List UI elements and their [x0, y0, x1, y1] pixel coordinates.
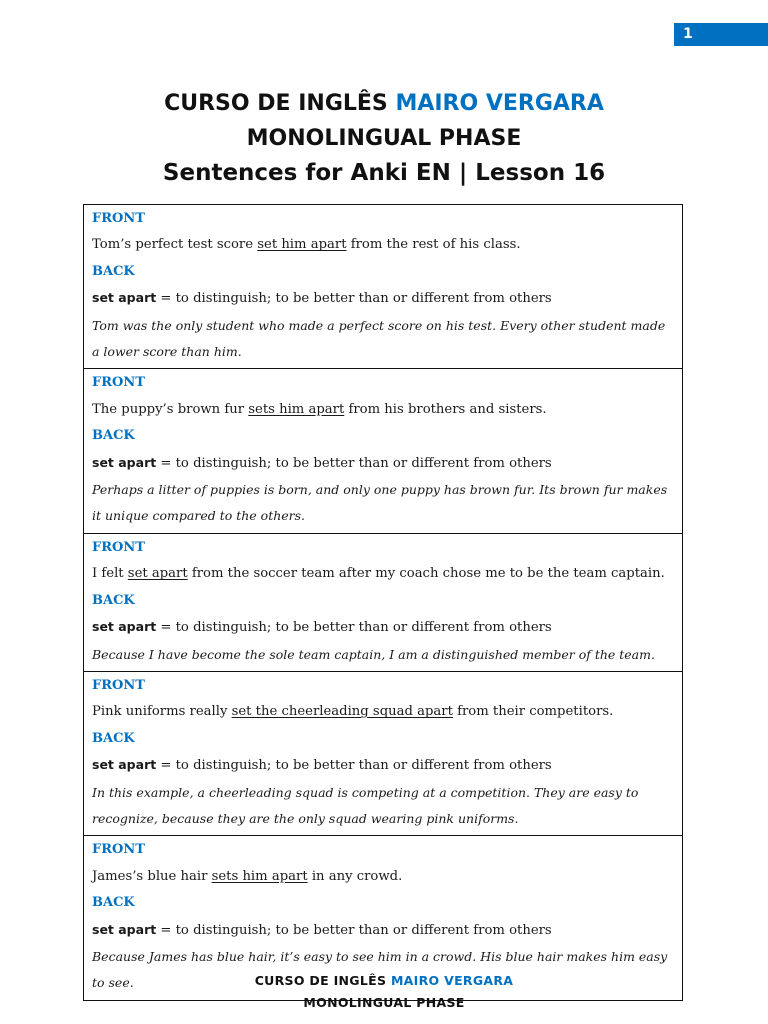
front-sentence	[92, 699, 674, 725]
back-label: BACK	[92, 592, 135, 608]
explanation: In this example, a cheerleading squad is competing at a competition. They are easy to recognize, because they are the only squad wearing pink uniforms.	[92, 784, 639, 826]
term: set apart	[92, 290, 157, 306]
definition-text: = to distinguish; to be better than or different from others	[156, 758, 552, 774]
front-text-before: James’s blue hair	[92, 868, 212, 884]
back-label: BACK	[92, 730, 135, 746]
flashcard	[84, 205, 682, 369]
front-text-after: from the soccer team after my coach chose me to be the team captain.	[187, 566, 665, 582]
target-phrase: sets him apart	[211, 868, 308, 884]
term: set apart	[92, 619, 157, 635]
phase-title: MONOLINGUAL PHASE	[246, 126, 522, 151]
front-text-before: Pink uniforms really	[92, 704, 232, 720]
lesson-title: Sentences for Anki EN | Lesson 16	[162, 160, 606, 186]
explanation: Perhaps a litter of puppies is born, and only one puppy has brown fur. Its brown fur makes it unique compared to the others.	[92, 482, 668, 524]
definition	[92, 450, 674, 477]
course-brand: MAIRO VERGARA	[395, 91, 604, 116]
front-text-after: from his brothers and sisters.	[344, 401, 547, 417]
term: set apart	[92, 757, 157, 773]
definition-text: = to distinguish; to be better than or different from others	[156, 455, 552, 471]
footer-phase: MONOLINGUAL PHASE	[303, 995, 465, 1010]
back-label: BACK	[92, 263, 135, 279]
front-sentence	[92, 561, 674, 587]
flashcard	[84, 672, 682, 836]
document-footer	[0, 970, 768, 1014]
front-text-before: The puppy’s brown fur	[92, 401, 249, 417]
front-sentence	[92, 397, 674, 423]
front-text-after: from the rest of his class.	[346, 237, 521, 253]
term: set apart	[92, 454, 157, 470]
target-phrase: sets him apart	[248, 401, 345, 417]
definition	[92, 752, 674, 779]
target-phrase: set the cheerleading squad apart	[231, 704, 453, 720]
document-header	[0, 86, 768, 191]
definition	[92, 614, 674, 641]
term: set apart	[92, 921, 157, 937]
back-label: BACK	[92, 895, 135, 911]
footer-course-title	[0, 970, 768, 992]
target-phrase: set apart	[127, 566, 188, 582]
front-text-after: from their competitors.	[452, 704, 614, 720]
explanation: Because James has blue hair, it’s easy to see him in a crowd. His blue hair makes him easy to see.	[92, 948, 668, 991]
front-text-after: in any crowd.	[307, 868, 403, 884]
course-title	[0, 86, 768, 121]
front-label: FRONT	[92, 539, 145, 555]
definition	[92, 285, 674, 312]
definition-text: = to distinguish; to be better than or different from others	[156, 620, 552, 636]
page-number-badge: 1	[674, 23, 768, 46]
explanation: Tom was the only student who made a perfect score on his test. Every other student made a lower score than him.	[92, 317, 666, 360]
course-prefix: CURSO DE INGLÊS	[164, 91, 388, 116]
definition-text: = to distinguish; to be better than or different from others	[156, 922, 552, 938]
front-text-before: Tom’s perfect test score	[92, 237, 258, 253]
definition	[92, 917, 674, 944]
front-label: FRONT	[92, 842, 145, 858]
footer-course-prefix: CURSO DE INGLÊS	[254, 973, 387, 988]
target-phrase: set him apart	[257, 237, 347, 253]
front-sentence	[92, 232, 674, 258]
explanation: Because I have become the sole team captain, I am a distinguished member of the team.	[92, 646, 655, 662]
front-label: FRONT	[92, 677, 145, 693]
flashcard-table	[83, 204, 683, 1001]
definition-text: = to distinguish; to be better than or different from others	[156, 291, 552, 307]
front-text-before: I felt	[92, 566, 128, 582]
flashcard	[84, 534, 682, 672]
footer-course-brand: MAIRO VERGARA	[390, 973, 514, 988]
flashcard	[84, 369, 682, 533]
back-label: BACK	[92, 428, 135, 444]
front-label: FRONT	[92, 375, 145, 391]
front-sentence	[92, 864, 674, 890]
front-label: FRONT	[92, 211, 145, 226]
